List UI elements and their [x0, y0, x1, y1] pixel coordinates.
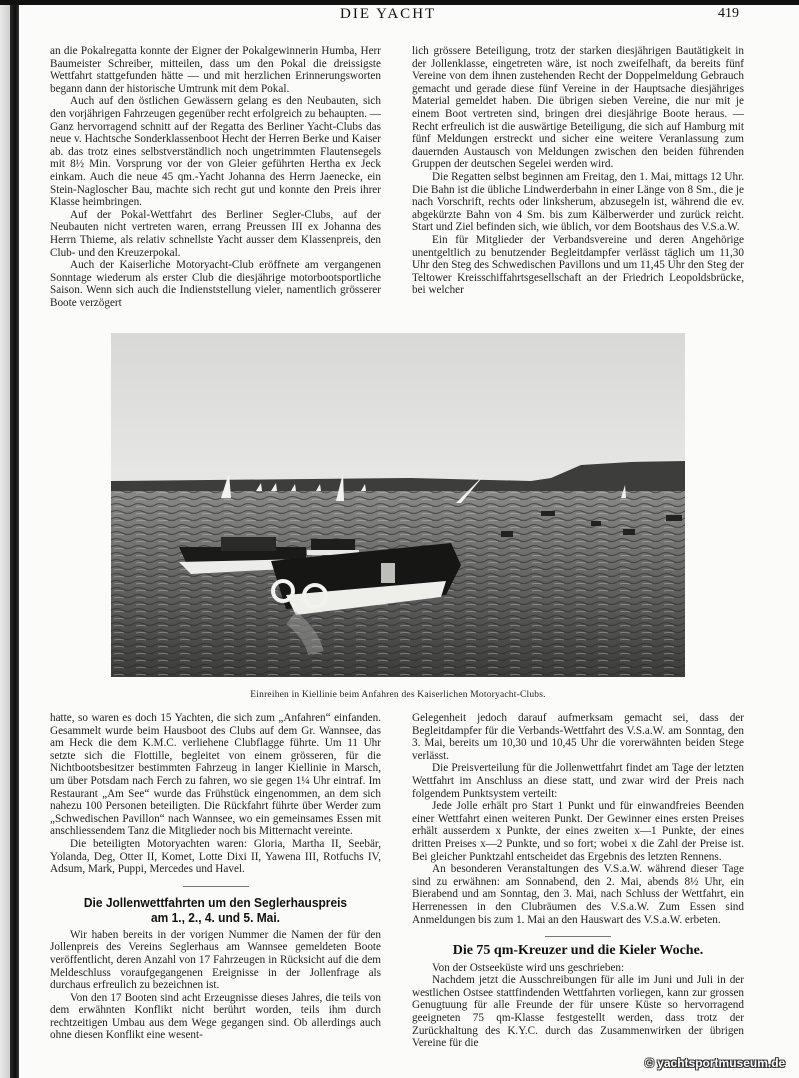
- paragraph: an die Pokalregatta konnte der Eigner der Pokalgewinnerin Humba, Herr Baumeister Schreiber, mitteilen, dass um den Pokal die dreissigste Wettfahrt stattgefunden hätte — und mit herzlichen Erinnerungsworten begann dann der historische Umtrunk mit dem Pokal.: [50, 45, 381, 95]
- page-number: 419: [718, 6, 739, 21]
- photo-motor-yachts: [111, 333, 685, 677]
- paragraph: Auch auf den östlichen Gewässern gelang es den Neubauten, sich den vorjährigen Fahrzeugen gegenüber recht erfolgreich zu behaupten. — Ganz hervorragend schnitt auf der Regatta des Berliner Yacht-Clubs das neue v. Hachtsche Sonderklassenboot Hecht der Herren Berke und Kaiser ab. das trotz eines selbstverständlich noch ungetrimmten Flautensegels mit 8½ Min. Vorsprung vor der von Gleier geführten Hertha ex Jeck einkam. Auch die neue 45 qm.-Yacht Johanna des Herrn Jaenecke, ein Stein-Nagloscher Bau, machte sich recht gut und konnte den Preis ihrer Klasse heimbringen.: [50, 95, 381, 209]
- book-spine-edge: [10, 5, 19, 1078]
- scan-left-margin: [0, 5, 10, 1078]
- journal-title: DIE YACHT: [340, 6, 437, 22]
- paragraph: Von den 17 Booten sind acht Erzeugnisse dieses Jahres, die teils von dem erwähnten Konflikt nicht berührt worden, teils ihm durch rechtzeitigen Umbau aus dem Wege gegangen sind. Ob allerdings auch ohne diesen Konflikt eine wesent-: [50, 991, 381, 1042]
- article-headline-jollenwettfahrten: [63, 895, 368, 925]
- paragraph: Von der Ostseeküste wird uns geschrieben:: [432, 961, 625, 974]
- paragraph: Nachdem jetzt die Ausschreibungen für alle im Juni und Juli in der westlichen Ostsee stattfindenden Wettfahrten vorliegen, kann zur grossen Genugtuung für alle Freunde der für unsere Küste so hervorragend geeigneten 75 qm-Klasse festgestellt werden, dass trotz der Zurückhaltung des K.Y.C. durch das Zusammenwirken der übrigen Vereine für die: [412, 974, 744, 1050]
- article-headline-75qm-kreuzer: Die 75 qm-Kreuzer und die Kieler Woche.: [452, 943, 704, 959]
- section-divider: [545, 936, 611, 937]
- figure-caption: Einreihen in Kiellinie beim Anfahren des Kaiserlichen Motoryacht-Clubs.: [250, 690, 546, 700]
- scan-top-border: [0, 0, 799, 5]
- paragraph: An besonderen Veranstaltungen des V.S.a.W. während dieser Tage sind zu erwähnen: am Sonnabend, den 2. Mai, abends 8½ Uhr, ein Bierabend und am Sonntag, den 3. Mai, nach Schluss der Wettfahrt, ein Herrenessen in den Clubräumen des V.S.a.W. Zum Essen sind Anmeldungen bis zum 1. Mai an den Hauswart des V.S.a.W. erbeten.: [412, 863, 744, 926]
- paragraph: Auch der Kaiserliche Motoryacht-Club eröffnete am vergangenen Sonntage wiederum als erster Club die diesjährige motorbootsportliche Saison. Wenn sich auch die Indienststellung vieler, namentlich grösserer Boote verzögert: [50, 259, 381, 309]
- section-divider: [183, 886, 249, 887]
- headline-line: Die Jollenwettfahrten um den Seglerhauspreis: [83, 894, 348, 910]
- watermark-copyright: © yachtsportmuseum.de: [645, 1056, 786, 1070]
- paragraph: Die beteiligten Motoryachten waren: Gloria, Martha II, Seebär, Yolanda, Deg, Otter II, Komet, Lotte Dixi II, Yawena III, Rotfuchs IV, Adsum, Mark, Puppi, Mercedes und Havel.: [50, 837, 381, 876]
- paragraph: Gelegenheit jedoch darauf aufmerksam gemacht sei, dass der Begleitdampfer für die Verbands-Wettfahrt des V.S.a.W. am Sonntag, den 3. Mai, bereits um 10,30 und 10,45 Uhr die vorerwähnten beiden Stege verlässt.: [412, 712, 744, 762]
- column-top-right: [412, 45, 744, 297]
- paragraph: Jede Jolle erhält pro Start 1 Punkt und für einwandfreies Beenden einer Wettfahrt einen weiteren Punkt. Der Gewinner eines ersten Preises erhält ausserdem x Punkte, der eines zweiten x—1 Punkte, der eines dritten Preises x—2 Punkte, und so fort; wobei x die Zahl der Preise ist. Bei gleicher Punktzahl entscheidet das Ergebnis des letzten Rennens.: [412, 800, 744, 863]
- column-top-left: [50, 45, 381, 309]
- paragraph: Die Regatten selbst beginnen am Freitag, den 1. Mai, mittags 12 Uhr. Die Bahn ist die übliche Lindwerderbahn in einer Länge von 8 Sm., die je nach Vorschrift, rechts oder linksherum, abzusegeln ist, während die ev. abgekürzte Bahn von 4 Sm. bis zum Kälberwerder und zurück reicht. Start und Ziel befinden sich, wie üblich, vor dem Bootshaus des V.S.a.W.: [412, 170, 744, 234]
- paragraph: Wir haben bereits in der vorigen Nummer die Namen der für den Jollenpreis des Vereins Seglerhaus am Wannsee gemeldeten Boote veröffentlicht, deren Anzahl von 17 Fahrzeugen in Rücksicht auf die dem Meldeschluss voraufgegangenen Ereignisse in der Jollenfrage als durchaus erfreulich zu bezeichnen ist.: [50, 928, 381, 992]
- paragraph: Die Preisverteilung für die Jollenwettfahrt findet am Tage der letzten Wettfahrt im Anschluss an diese statt, und zwar wird der Preis nach folgendem Punktsystem verteilt:: [412, 762, 744, 800]
- paragraph: Ein für Mitglieder der Verbandsvereine und deren Angehörige unentgeltlich zu benutzender Begleitdampfer verlässt täglich um 11,30 Uhr den Steg des Schwedischen Pavillons und um 11,45 Uhr den Steg der Teltower Kreisschiffahrtsgesellschaft an der Friedrich Leopoldsbrücke, bei welcher: [412, 233, 744, 297]
- paragraph: lich grössere Beteiligung, trotz der starken diesjährigen Bautätigkeit in der Jollenklasse, eingetreten wäre, ist noch zweifelhaft, da bereits fünf Vereine von dem ihnen zustehenden Recht der Doppelmeldung Gebrauch gemacht und gerade diese fünf Vereine in der Hauptsache diesjähriges Material gemeldet haben. Die übrigen sieben Vereine, die nur mit je einem Boot vertreten sind, bringen drei diesjährige Boote heraus. — Recht erfreulich ist die auswärtige Beteiligung, die sich auf Hamburg mit fünf Meldungen erstreckt und sicher eine weitere Veranlassung zum dauernden Austausch von Meldungen zwischen den beiden führenden Gruppen der deutschen Segelei werden wird.: [412, 45, 744, 171]
- photo-illustration: [111, 333, 685, 677]
- running-head: [0, 6, 799, 24]
- column-bottom-left: [50, 712, 381, 1042]
- paragraph: Auf der Pokal-Wettfahrt des Berliner Segler-Clubs, auf der Neubauten nicht vertreten waren, errang Preussen III ex Johanna des Herrn Thieme, als relativ schnellste Yacht ausser dem Klassenpreis, den Club- und den Kreuzerpokal.: [50, 208, 381, 259]
- paragraph: hatte, so waren es doch 15 Yachten, die sich zum „Anfahren“ einfanden. Gesammelt wurde beim Hausboot des Clubs auf dem Gr. Wannsee, das am Heck die dem K.M.C. verliehene Clubflagge führte. Um 11 Uhr setzte sich die Flottille, begleitet von einem grösseren, für die Nichtbootsbesitzer bestimmten Fahrzeug in langer Kiellinie in Marsch, um über Potsdam nach Ferch zu fahren, wo sie gegen 1¼ Uhr eintraf. Im Restaurant „Am See“ wurde das Frühstück eingenommen, an dem sich nahezu 100 Personen beteiligten. Die Rückfahrt führte über Werder zum „Schwedischen Pavillon“ nach Wannsee, wo ein gemeinsames Essen mit anschliessendem Tanz die Mitglieder noch bis Mitternacht vereinte.: [50, 712, 381, 838]
- column-bottom-right: [412, 712, 744, 1050]
- headline-line: am 1., 2., 4. und 5. Mai.: [151, 909, 280, 925]
